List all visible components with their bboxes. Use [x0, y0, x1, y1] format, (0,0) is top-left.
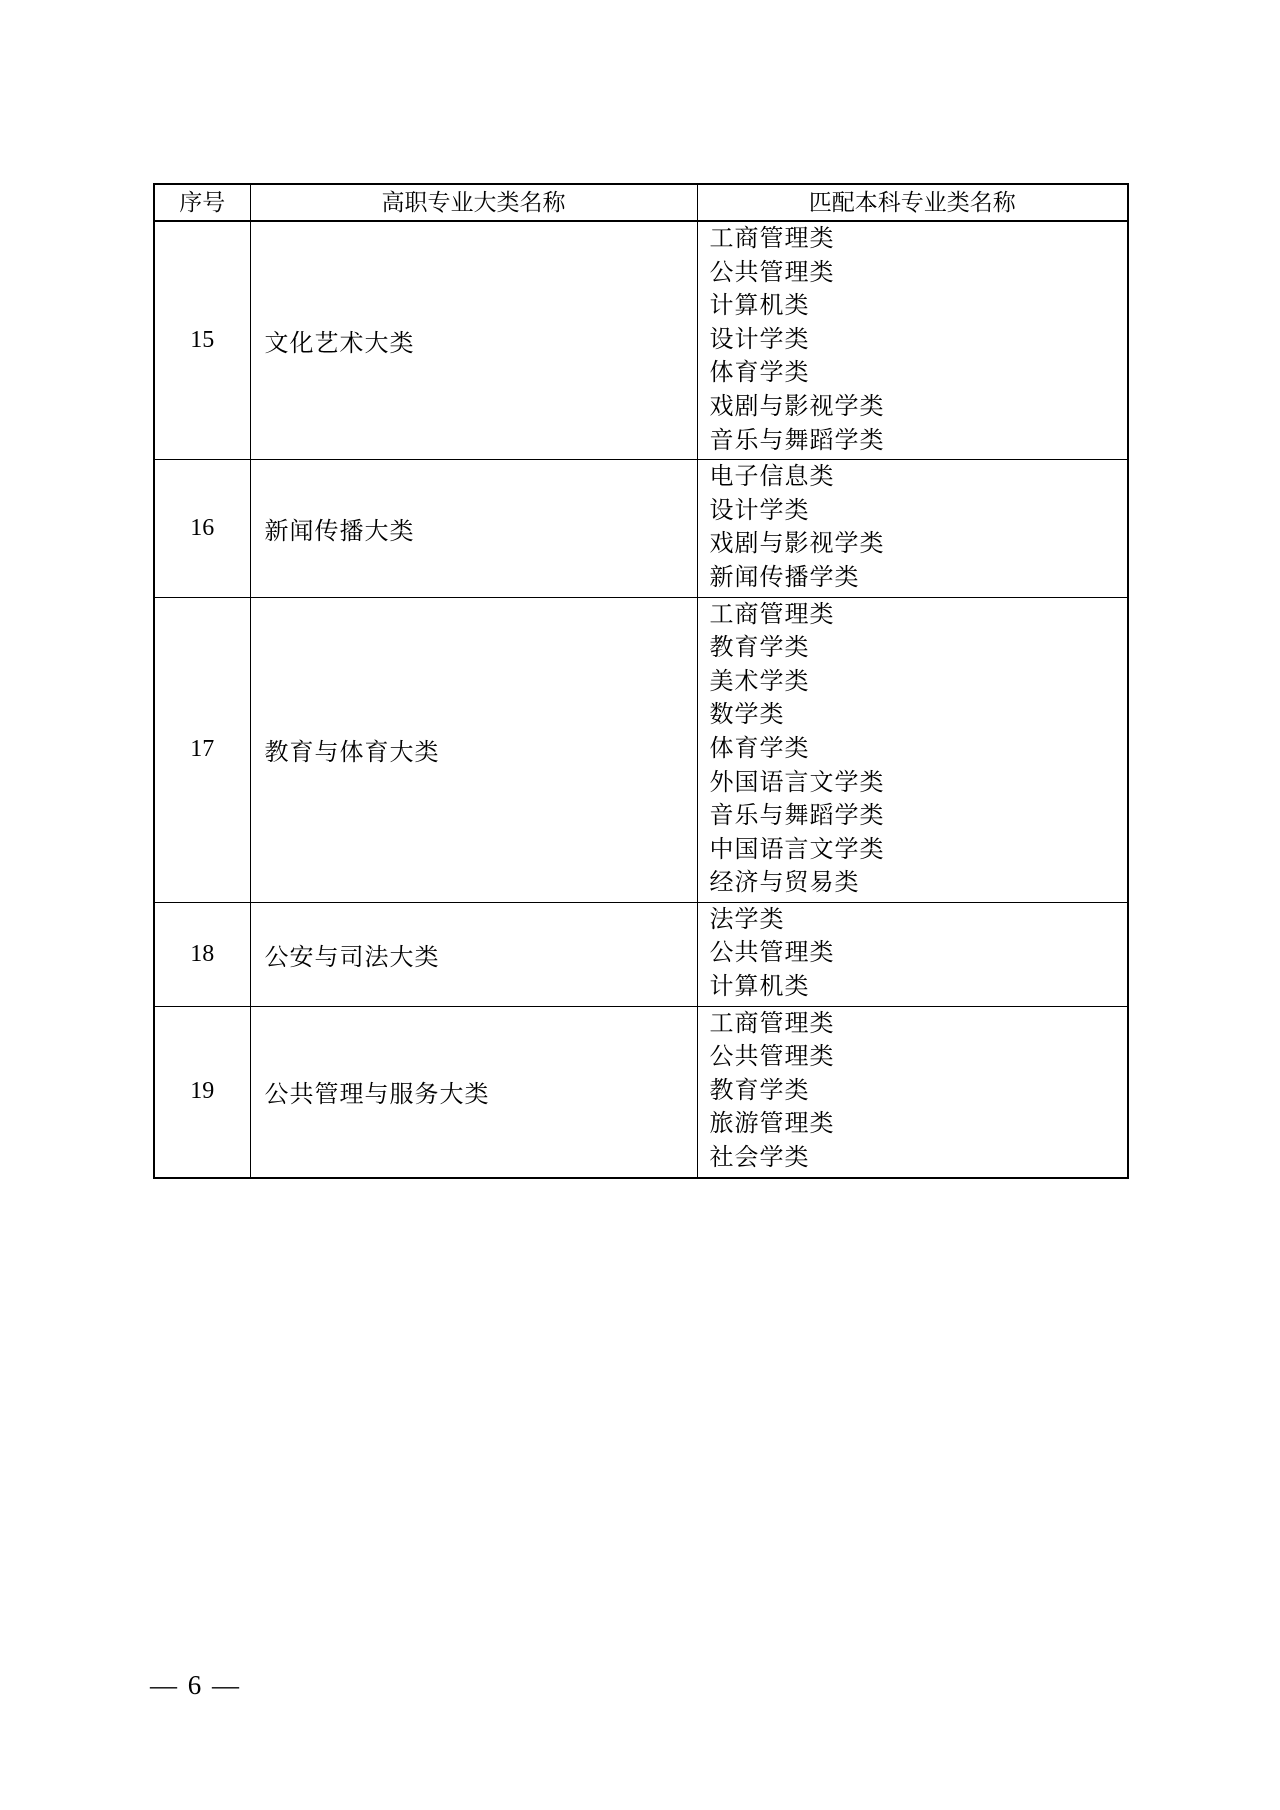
serial-number: 17 [154, 597, 250, 902]
table-row [154, 597, 1128, 902]
vocational-category: 教育与体育大类 [250, 597, 697, 902]
table-row [154, 1006, 1128, 1177]
serial-number: 16 [154, 460, 250, 597]
column-header-serial-number: 序号 [154, 184, 250, 221]
matched-undergraduate-list [697, 221, 1128, 460]
serial-number: 19 [154, 1006, 250, 1177]
match-item: 戏剧与影视学类 [709, 531, 885, 558]
match-item: 中国语言文学类 [709, 836, 885, 863]
match-item: 公共管理类 [709, 259, 835, 286]
major-category-mapping-table [153, 183, 1129, 1179]
matched-undergraduate-list [697, 460, 1128, 597]
match-item: 外国语言文学类 [709, 769, 885, 796]
match-item: 体育学类 [709, 360, 810, 387]
match-item: 数学类 [709, 702, 785, 729]
serial-number: 18 [154, 902, 250, 1006]
match-item: 教育学类 [709, 635, 810, 662]
matched-undergraduate-list [697, 1006, 1128, 1177]
table-header-row [154, 184, 1128, 221]
match-item: 教育学类 [709, 1077, 810, 1104]
match-item: 公共管理类 [709, 940, 835, 967]
match-item: 工商管理类 [709, 226, 835, 252]
match-item: 设计学类 [709, 497, 810, 524]
column-header-undergraduate-category: 匹配本科专业类名称 [697, 184, 1128, 221]
match-item: 计算机类 [709, 974, 810, 1001]
vocational-category: 文化艺术大类 [250, 221, 697, 460]
match-item: 工商管理类 [709, 1010, 835, 1037]
match-item: 计算机类 [709, 293, 810, 320]
table-row [154, 902, 1128, 1006]
match-item: 社会学类 [709, 1145, 810, 1172]
match-item: 法学类 [709, 906, 785, 933]
page-number: — 6 — [150, 1670, 241, 1700]
match-item: 经济与贸易类 [709, 870, 860, 897]
match-item: 设计学类 [709, 326, 810, 353]
match-item: 美术学类 [709, 668, 810, 695]
match-item: 戏剧与影视学类 [709, 393, 885, 420]
match-item: 电子信息类 [709, 464, 835, 491]
vocational-category: 公安与司法大类 [250, 902, 697, 1006]
match-item: 音乐与舞蹈学类 [709, 427, 885, 454]
serial-number: 15 [154, 221, 250, 460]
matched-undergraduate-list [697, 902, 1128, 1006]
match-item: 新闻传播学类 [709, 564, 860, 591]
match-item: 旅游管理类 [709, 1111, 835, 1138]
table-row [154, 221, 1128, 460]
vocational-category: 公共管理与服务大类 [250, 1006, 697, 1177]
column-header-vocational-category: 高职专业大类名称 [250, 184, 697, 221]
vocational-category: 新闻传播大类 [250, 460, 697, 597]
matched-undergraduate-list [697, 597, 1128, 902]
table-row [154, 460, 1128, 597]
match-item: 工商管理类 [709, 601, 835, 628]
match-item: 公共管理类 [709, 1044, 835, 1071]
match-item: 体育学类 [709, 735, 810, 762]
match-item: 音乐与舞蹈学类 [709, 803, 885, 830]
